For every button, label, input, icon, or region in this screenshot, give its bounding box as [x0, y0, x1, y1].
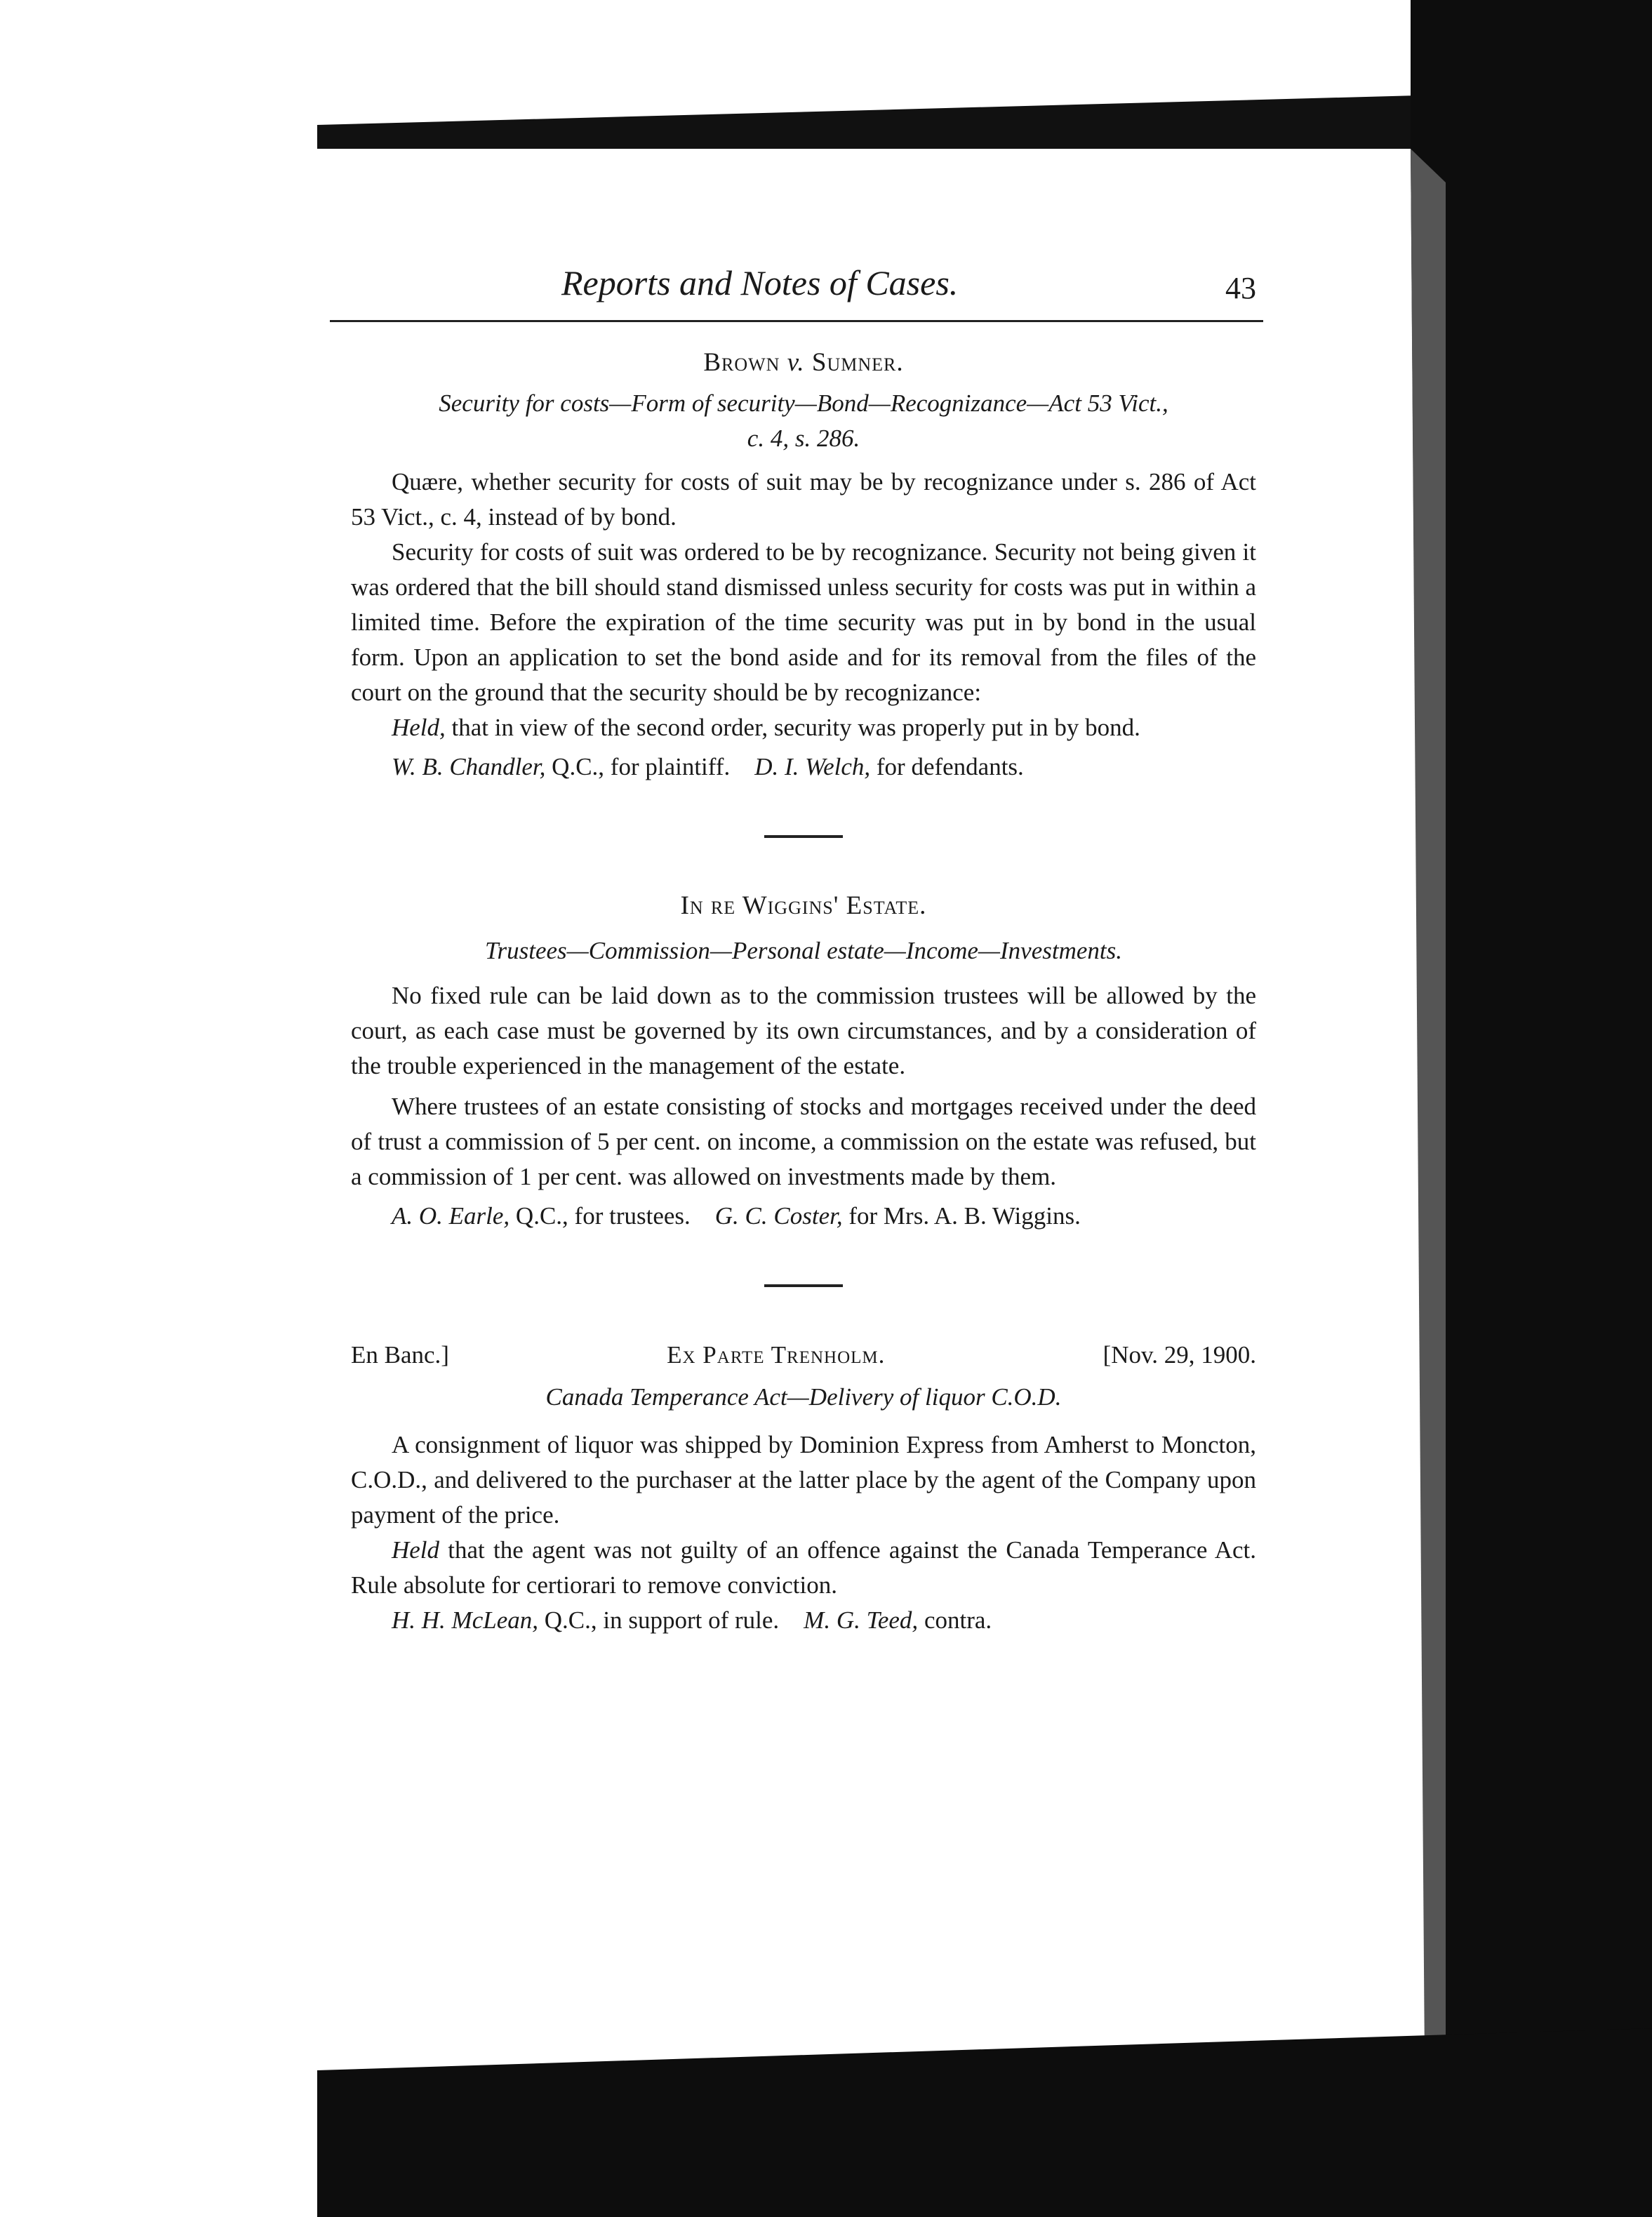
page-header: [351, 253, 1256, 316]
counsel-line: A. O. Earle, Q.C., for trustees. G. C. Coster, for Mrs. A. B. Wiggins.: [392, 1202, 1081, 1230]
facts-paragraph: Where trustees of an estate consisting of stocks and mortgages received under the deed of trust a commission of 5 per cent. on income, a commission on the estate was refused, but a commission of 1 per cent. was allowed on investments made by them.: [351, 1093, 1256, 1190]
catchwords: Canada Temperance Act—Delivery of liquor C.O.D.: [545, 1383, 1062, 1411]
court-label: En Banc.]: [351, 1341, 449, 1369]
case-brown-v-sumner: [351, 345, 1256, 785]
case-title: Brown v. Sumner.: [703, 348, 904, 377]
page-number: 43: [1225, 271, 1256, 305]
facts-paragraph: A consignment of liquor was shipped by Dominion Express from Amherst to Moncton, C.O.D., and delivered to the purchaser at the latter place by the agent of the Company upon payment of the price.: [351, 1431, 1256, 1529]
headnote-paragraph: Quære, whether security for costs of suit may be by recognizance under s. 286 of Act 53 Vict., c. 4, instead of by bond.: [351, 468, 1256, 531]
counsel-line: H. H. McLean, Q.C., in support of rule. M. G. Teed, contra.: [392, 1606, 992, 1634]
catchwords: Trustees—Commission—Personal estate—Income—Investments.: [484, 937, 1122, 964]
book-page: [351, 253, 1256, 1638]
decision-date: [Nov. 29, 1900.: [1103, 1341, 1256, 1369]
held-label: Held: [392, 1536, 440, 1564]
case-ex-parte-trenholm: [351, 1338, 1256, 1638]
case-title: In re Wiggins' Estate.: [680, 891, 927, 920]
holding-paragraph: Held that the agent was not guilty of an offence against the Canada Temperance Act. Rule absolute for certiorari to remove conviction.: [351, 1536, 1256, 1599]
section-separator: [764, 835, 843, 838]
court-line: [351, 1338, 1256, 1373]
counsel-line: W. B. Chandler, Q.C., for plaintiff. D. I. Welch, for defendants.: [392, 753, 1024, 780]
headnote-paragraph: No fixed rule can be laid down as to the commission trustees will be allowed by the court, as each case must be governed by its own circumstances, and by a consideration of the trouble experienced in the management of the estate.: [351, 982, 1256, 1079]
running-head: Reports and Notes of Cases.: [561, 263, 959, 302]
catchwords: Security for costs—Form of security—Bond—Recognizance—Act 53 Vict., c. 4, s. 286.: [439, 390, 1168, 452]
held-label: Held,: [392, 714, 446, 741]
header-rule: [330, 320, 1263, 322]
holding-paragraph: Held, that in view of the second order, security was properly put in by bond.: [392, 714, 1140, 741]
case-in-re-wiggins-estate: [351, 888, 1256, 1234]
case-title: Ex Parte Trenholm.: [667, 1341, 886, 1369]
section-separator: [764, 1284, 843, 1287]
facts-paragraph: Security for costs of suit was ordered to be by recognizance. Security not being given it was ordered that the bill should stand dismissed unless security for costs was put in within a limited time. Before the expiration of the time security was put in by bond in the usual form. Upon an application to set the bond aside and for its removal from the files of the court on the ground that the security should be by recognizance:: [351, 538, 1256, 706]
